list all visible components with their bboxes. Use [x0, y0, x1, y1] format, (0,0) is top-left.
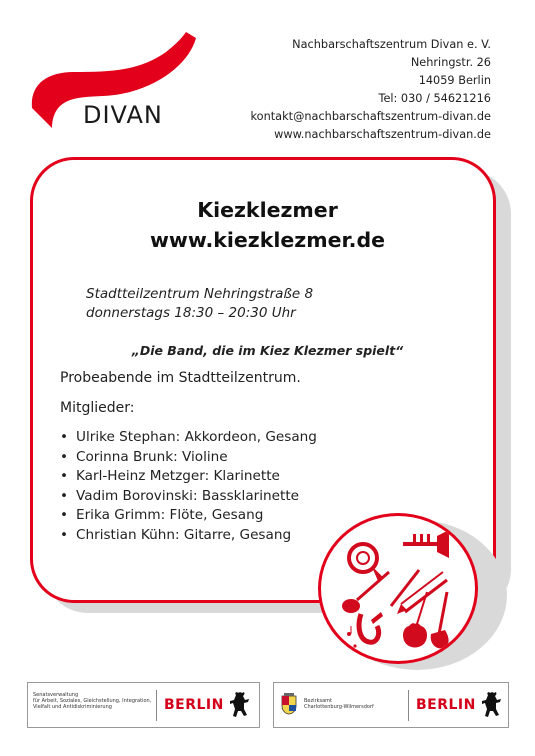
sponsor-text [33, 692, 151, 711]
logo-text: DIVAN [83, 101, 163, 129]
list-item: • Karl-Heinz Metzger: Klarinette [60, 467, 317, 487]
list-item: • Christian Kühn: Gitarre, Gesang [60, 526, 317, 546]
phone: Tel: 030 / 54621216 [378, 92, 491, 105]
berlin-wordmark: BERLIN [164, 697, 224, 713]
email-link[interactable]: kontakt@nachbarschaftszentrum-divan.de [250, 110, 491, 123]
coat-of-arms-icon [281, 693, 297, 715]
list-item: • Erika Grimm: Flöte, Gesang [60, 506, 317, 526]
footer-sponsor-senate [27, 682, 260, 728]
street: Nehringstr. 26 [410, 56, 491, 69]
divider [156, 690, 157, 721]
musical-instruments-illustration [321, 516, 475, 661]
district-line: Charlottenburg-Wilmersdorf [304, 704, 374, 711]
footer-sponsor-district [273, 682, 509, 728]
band-url[interactable]: www.kiezklezmer.de [149, 228, 386, 252]
district-text [304, 698, 374, 710]
band-motto: „Die Band, die im Kiez Klezmer spielt“ [131, 343, 404, 358]
list-item: • Vadim Borovinski: Bassklarinette [60, 487, 317, 507]
instruments-circle [318, 513, 478, 664]
city: 14059 Berlin [418, 74, 491, 87]
members-label: Mitglieder: [60, 400, 135, 416]
berlin-bear-icon [228, 691, 252, 721]
list-item: • Corinna Brunk: Violine [60, 448, 317, 468]
time-line: donnerstags 18:30 – 20:30 Uhr [86, 305, 296, 321]
divider [408, 690, 409, 721]
members-list [60, 428, 317, 545]
district-line: Bezirksamt [304, 698, 332, 704]
address-block [251, 36, 491, 144]
sponsor-line: für Arbeit, Soziales, Gleichstellung, Integration, [33, 698, 152, 705]
sponsor-line: Vielfalt und Antidiskriminierung [33, 704, 112, 711]
website-link[interactable]: www.nachbarschaftszentrum-divan.de [274, 128, 491, 141]
org-name: Nachbarschaftszentrum Divan e. V. [292, 38, 491, 51]
venue-line: Stadtteilzentrum Nehringstraße 8 [86, 286, 314, 302]
list-item: • Ulrike Stephan: Akkordeon, Gesang [60, 428, 317, 448]
band-title: Kiezklezmer [197, 198, 338, 222]
intro-text: Probeabende im Stadtteilzentrum. [60, 370, 301, 386]
berlin-wordmark: BERLIN [416, 697, 476, 713]
sponsor-line: Senatsverwaltung [33, 692, 79, 698]
berlin-bear-icon [480, 691, 504, 721]
